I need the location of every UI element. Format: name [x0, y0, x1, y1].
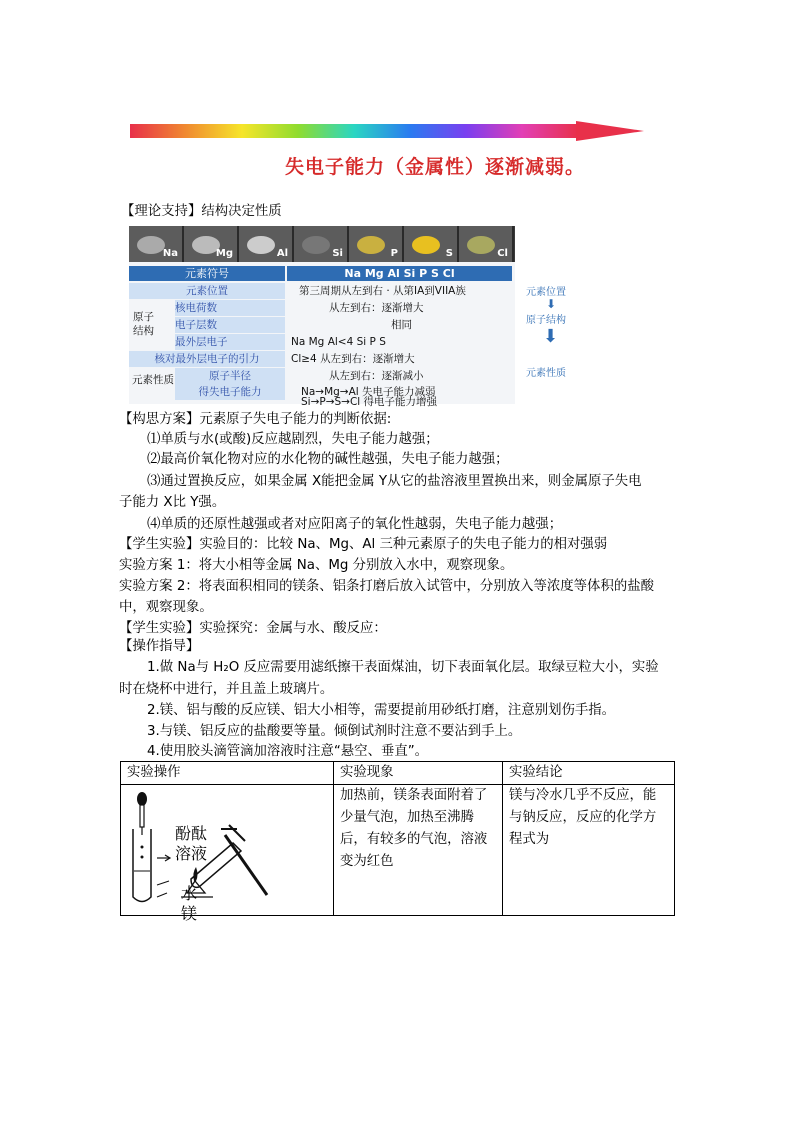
label-phenolphthalein: 酚酞: [175, 824, 208, 843]
row-outer-electrons: 最外层电子 Na Mg Al<4 Si P S: [175, 336, 386, 348]
table-header-row: [121, 762, 675, 785]
element-photo-p: P: [349, 226, 404, 262]
element-photo-al: Al: [239, 226, 294, 262]
header-values: Na Mg Al Si P S Cl: [287, 266, 512, 281]
line-guidance-2: 2.镁、铝与酸的反应镁、铝大小相等，需要提前用砂纸打磨，注意别划伤手指。: [147, 703, 616, 718]
row-shells: 电子层数 相同: [175, 319, 412, 331]
header-conclusion: 实验结论: [503, 762, 675, 785]
line-criterion-4: ⑷单质的还原性越强或者对应阳离子的氧化性越弱，失电子能力越强；: [147, 517, 563, 532]
line-plan-1: 实验方案 1：将大小相等金属 Na、Mg 分别放入水中，观察现象。: [119, 558, 514, 573]
table-row: [121, 785, 675, 916]
periodic-property-figure: [129, 226, 515, 408]
line-criterion-2: ⑵最高价氧化物对应的水化物的碱性越强，失电子能力越强；: [147, 452, 509, 467]
arrow-down-icon: ⬇: [546, 297, 557, 311]
rainbow-arrow-bar: [130, 124, 578, 138]
side-structure-label: 原子结构: [526, 315, 566, 326]
element-photo-si: Si: [294, 226, 349, 262]
row-ability: 得失电子能力 Na→Mg→Al 失电子能力减弱: [129, 384, 512, 401]
row-radius: 原子半径 从左到右：逐渐减小: [129, 368, 512, 385]
line-plan-2: 实验方案 2：将表面积相同的镁条、铝条打磨后放入试管中，分别放入等浓度等体积的盐酸: [119, 579, 655, 594]
side-property-label: 元素性质: [526, 368, 566, 379]
header-operation: 实验操作: [121, 762, 334, 785]
element-photo-na: Na: [129, 226, 184, 262]
element-photo-strip: [129, 226, 515, 262]
line-guidance-heading: 【操作指导】: [119, 639, 200, 654]
element-photo-s: S: [404, 226, 459, 262]
operation-figure-cell: [121, 785, 334, 923]
theory-heading: 【理论支持】结构决定性质: [121, 204, 282, 219]
header-label: 元素符号: [129, 266, 285, 281]
banner-heading: 失电子能力（金属性）逐渐减弱。: [285, 156, 586, 178]
group-structure-label: 原子 结构: [133, 311, 154, 337]
arrow-head: [576, 121, 644, 141]
line-experiment-purpose: 【学生实验】实验目的：比较 Na、Mg、Al 三种元素原子的失电子能力的相对强弱: [119, 537, 608, 552]
element-photo-mg: Mg: [184, 226, 239, 262]
label-water: 水: [181, 884, 198, 903]
line-plan-2b: 中，观察现象。: [119, 600, 213, 615]
label-solution: 溶液: [175, 844, 208, 863]
row-attraction: 核对最外层电子的引力 Cl≥4 从左到右：逐渐增大: [129, 351, 512, 368]
header-phenomenon: 实验现象: [334, 762, 503, 785]
element-photo-cl: Cl: [459, 226, 514, 262]
row-ability-2: Si→P→S→Cl 得电子能力增强: [301, 396, 438, 408]
apparatus-figure: [121, 785, 333, 907]
conclusion-cell: 镁与冷水几乎不反应，能与钠反应，反应的化学方程式为: [503, 785, 675, 916]
arrow-down-icon: ⬇: [543, 326, 559, 347]
line-criterion-3b: 子能力 X比 Y强。: [119, 495, 226, 510]
group-property-label: 元素性质: [132, 374, 174, 386]
line-guidance-3: 3.与镁、铝反应的盐酸要等量。倾倒试剂时注意不要沾到手上。: [147, 724, 522, 739]
row-position: 元素位置 第三周期从左到右 · 从第IA到VIIA族: [129, 283, 512, 300]
line-criterion-1: ⑴单质与水(或酸)反应越剧烈，失电子能力越强；: [147, 432, 439, 447]
line-guidance-1: 1.做 Na与 H₂O 反应需要用滤纸擦干表面煤油，切下表面氧化层。取绿豆粒大小，实验: [147, 660, 659, 675]
line-guidance-4: 4.使用胶头滴管滴加溶液时注意“悬空、垂直”。: [147, 744, 429, 759]
phenomenon-cell: 加热前，镁条表面附着了少量气泡，加热至沸腾后，有较多的气泡，溶液变为红色: [334, 785, 503, 916]
line-exploration: 【学生实验】实验探究：金属与水、酸反应：: [119, 621, 387, 636]
experiment-table: [120, 761, 675, 923]
line-plan: 【构思方案】元素原子失电子能力的判断依据:: [119, 412, 392, 427]
side-position-label: 元素位置: [526, 287, 566, 298]
label-magnesium: 镁: [181, 904, 198, 923]
line-guidance-1b: 时在烧杯中进行，并且盖上玻璃片。: [119, 682, 334, 697]
line-criterion-3: ⑶通过置换反应，如果金属 X能把金属 Y从它的盐溶液里置换出来，则金属原子失电: [147, 474, 642, 489]
row-nuclear-charge: 核电荷数 从左到右：逐渐增大: [175, 302, 424, 314]
